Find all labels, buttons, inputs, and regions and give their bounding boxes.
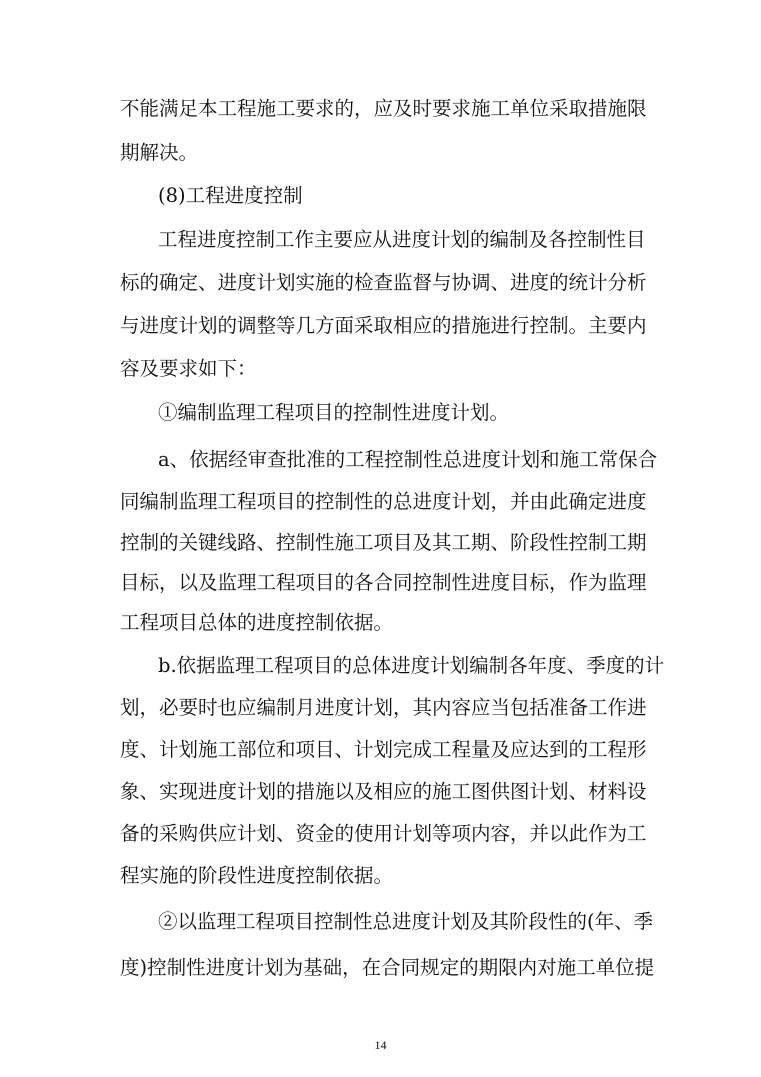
list-item-heading: ②以监理工程项目控制性总进度计划及其阶段性的(年、季 — [158, 910, 654, 933]
text-line: 工程项目总体的进度控制依据。 — [120, 611, 394, 634]
text-line: b.依据监理工程项目的总体进度计划编制各年度、季度的计 — [158, 654, 665, 677]
text-line: 划，必要时也应编制月进度计划，其内容应当包括准备工作进 — [120, 696, 647, 719]
section-heading: (8)工程进度控制 — [158, 184, 303, 207]
text-line: 同编制监理工程项目的控制性的总进度计划，并由此确定进度 — [120, 490, 647, 513]
text-line: 度、计划施工部位和项目、计划完成工程量及应达到的工程形 — [120, 738, 647, 761]
text-line: 容及要求如下： — [120, 357, 257, 380]
text-line: 期解决。 — [120, 141, 199, 164]
text-line: 控制的关键线路、控制性施工项目及其工期、阶段性控制工期 — [120, 531, 647, 554]
text-line: 象、实现进度计划的措施以及相应的施工图供图计划、材料设 — [120, 780, 647, 803]
text-line: 与进度计划的调整等几方面采取相应的措施进行控制。主要内 — [120, 314, 647, 337]
text-line: a、依据经审查批准的工程控制性总进度计划和施工常保合 — [158, 448, 658, 471]
text-line: 目标，以及监理工程项目的各合同控制性进度目标，作为监理 — [120, 571, 647, 594]
text-line: 备的采购供应计划、资金的使用计划等项内容，并以此作为工 — [120, 822, 647, 845]
list-item-heading: ①编制监理工程项目的控制性进度计划。 — [158, 401, 510, 424]
text-line: 标的确定、进度计划实施的检查监督与协调、进度的统计分析 — [120, 271, 647, 294]
text-line: 程实施的阶段性进度控制依据。 — [120, 864, 394, 887]
text-line: 不能满足本工程施工要求的，应及时要求施工单位采取措施限 — [120, 97, 647, 120]
text-line: 工程进度控制工作主要应从进度计划的编制及各控制性目 — [158, 228, 646, 251]
text-line: 度)控制性进度计划为基础，在合同规定的期限内对施工单位提 — [120, 956, 655, 979]
page-number: 14 — [374, 1038, 387, 1052]
